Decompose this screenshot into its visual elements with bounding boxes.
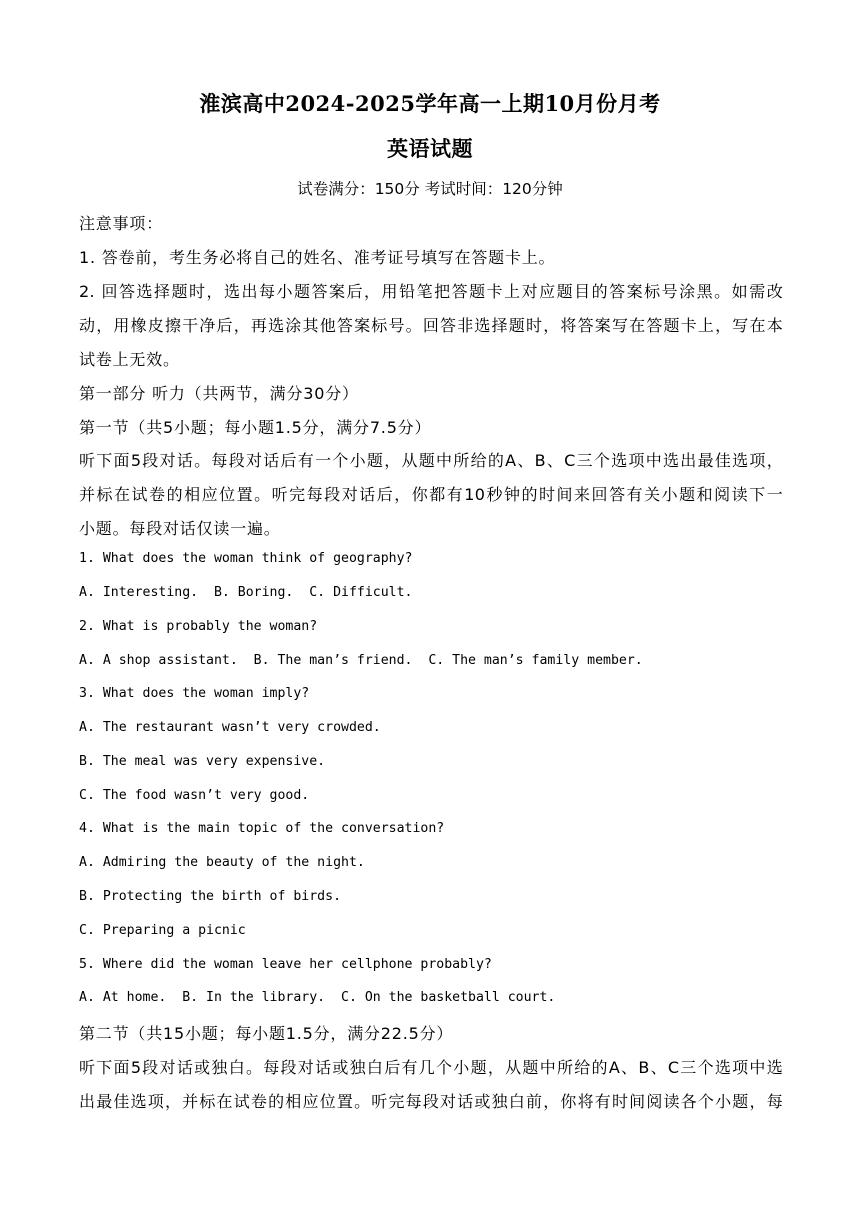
question-4-option-c: C. Preparing a picnic xyxy=(79,923,246,938)
part1-heading: 第一部分 听力（共两节，满分30分） xyxy=(79,384,359,403)
section2-heading: 第二节（共15小题；每小题1.5分，满分22.5分） xyxy=(79,1024,454,1043)
subject-title: 英语试题 xyxy=(387,136,473,161)
question-4-option-a: A. Admiring the beauty of the night. xyxy=(79,855,365,870)
section1-heading: 第一节（共5小题；每小题1.5分，满分7.5分） xyxy=(79,418,432,437)
notice-heading: 注意事项： xyxy=(79,214,164,233)
section2-intro-line-1: 听下面5段对话或独白。每段对话或独白后有几个小题，从题中所给的A、B、C三个选项中选 xyxy=(79,1058,783,1077)
notice-item-1: 1. 答卷前，考生务必将自己的姓名、准考证号填写在答题卡上。 xyxy=(79,248,556,267)
question-4: 4. What is the main topic of the conversation? xyxy=(79,821,445,836)
notice-item-2-line-3: 试卷上无效。 xyxy=(79,350,180,369)
question-3: 3. What does the woman imply? xyxy=(79,686,310,701)
section1-intro-line-3: 小题。每段对话仅读一遍。 xyxy=(79,519,281,538)
question-3-option-c: C. The food wasn’t very good. xyxy=(79,788,310,803)
question-3-option-b: B. The meal was very expensive. xyxy=(79,754,326,769)
question-5: 5. Where did the woman leave her cellphone probably? xyxy=(79,957,492,972)
section2-intro-line-2: 出最佳选项，并标在试卷的相应位置。听完每段对话或独白前，你将有时间阅读各个小题，每 xyxy=(79,1092,783,1111)
notice-item-2-line-2: 动，用橡皮擦干净后，再选涂其他答案标号。回答非选择题时，将答案写在答题卡上，写在本 xyxy=(79,316,783,335)
question-2-options: A. A shop assistant. B. The man’s friend. C. The man’s family member. xyxy=(79,653,643,668)
section1-intro-line-1: 听下面5段对话。每段对话后有一个小题，从题中所给的A、B、C三个选项中选出最佳选项， xyxy=(79,451,783,470)
question-5-options: A. At home. B. In the library. C. On the basketball court. xyxy=(79,990,556,1005)
question-1-options: A. Interesting. B. Boring. C. Difficult. xyxy=(79,585,413,600)
exam-info: 试卷满分：150分 考试时间：120分钟 xyxy=(297,180,563,198)
exam-title: 淮滨高中2024-2025学年高一上期10月份月考 xyxy=(199,91,661,116)
question-2: 2. What is probably the woman? xyxy=(79,619,318,634)
section1-intro-line-2: 并标在试卷的相应位置。听完每段对话后，你都有10秒钟的时间来回答有关小题和阅读下一 xyxy=(79,485,783,504)
question-1: 1. What does the woman think of geography? xyxy=(79,551,413,566)
question-3-option-a: A. The restaurant wasn’t very crowded. xyxy=(79,720,381,735)
notice-item-2-line-1: 2. 回答选择题时，选出每小题答案后，用铅笔把答题卡上对应题目的答案标号涂黑。如需改 xyxy=(79,282,783,301)
question-4-option-b: B. Protecting the birth of birds. xyxy=(79,889,342,904)
